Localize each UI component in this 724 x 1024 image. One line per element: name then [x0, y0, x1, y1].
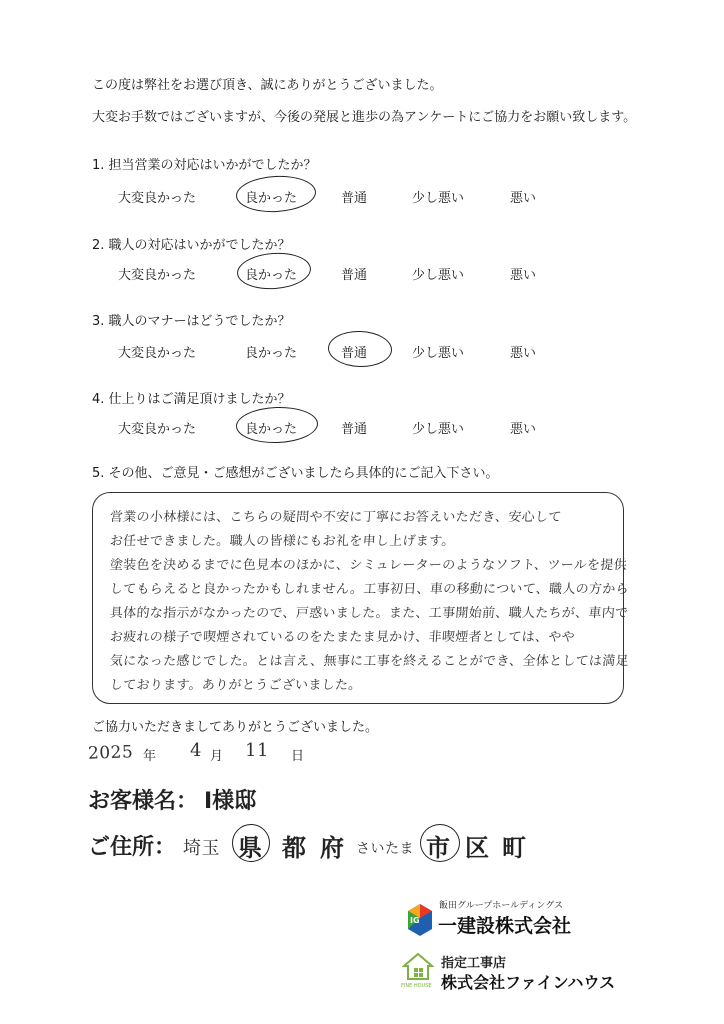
q1-option-good: 良かった — [245, 191, 298, 206]
ig-logo-text: IG — [410, 916, 420, 925]
q3-option-good: 良かった — [245, 346, 298, 361]
q1-option-slightly-bad: 少し悪い — [412, 191, 465, 206]
address-city: さいたま — [356, 841, 414, 857]
question-2: 2. 職人の対応はいかがでしたか？ — [92, 238, 291, 253]
q3-option-normal: 普通 — [341, 346, 368, 361]
q2-option-good: 良かった — [245, 268, 298, 283]
ken-selected-circle — [232, 824, 270, 862]
fine-house-logo-text: FINE HOUSE — [401, 983, 432, 989]
address-ku: 区 — [465, 834, 489, 862]
dealer-name: 株式会社ファインハウス — [441, 973, 616, 992]
q1-option-very-good: 大変良かった — [118, 191, 197, 206]
question-5: 5. その他、ご意見・ご感想がございましたら具体的にご記入下さい。 — [92, 466, 499, 481]
q2-option-slightly-bad: 少し悪い — [412, 268, 465, 283]
address-ken: 県 — [238, 834, 262, 862]
customer-label: お客様名： — [88, 789, 199, 814]
comment-line-6: お疲れの様子で喫煙されているのをたまたま見かけ、非喫煙者としては、やや — [109, 630, 576, 645]
comment-line-1: 営業の小林様には、こちらの疑問や不安に丁寧にお答えいただき、安心して — [109, 510, 563, 525]
q4-selected-circle — [235, 406, 318, 445]
q1-selected-circle — [235, 174, 317, 214]
question-4: 4. 仕上りはご満足頂けましたか？ — [92, 392, 291, 407]
date-day-unit: 日 — [291, 749, 305, 764]
q4-option-slightly-bad: 少し悪い — [412, 422, 465, 437]
comment-line-4: してもらえると良かったかもしれません。工事初日、車の移動について、職人の方から — [109, 582, 630, 597]
date-year: 2025 — [87, 742, 134, 764]
date-day: 11 — [245, 740, 269, 761]
house-icon — [402, 952, 434, 982]
designated-label: 指定工事店 — [441, 956, 507, 971]
address-machi: 町 — [502, 834, 526, 862]
thanks-message: ご協力いただきましてありがとうございました。 — [92, 720, 379, 735]
fine-house-logo — [402, 952, 434, 986]
group-name: 飯田グループホールディングス — [439, 901, 564, 911]
q2-selected-circle — [236, 250, 312, 291]
q1-option-bad: 悪い — [510, 191, 537, 206]
q4-option-normal: 普通 — [341, 422, 368, 437]
q3-selected-circle — [327, 330, 392, 368]
q1-option-normal: 普通 — [341, 191, 368, 206]
customer-name: I様邸 — [204, 789, 257, 814]
address-fu: 府 — [320, 834, 344, 862]
q2-option-very-good: 大変良かった — [118, 268, 197, 283]
address-shi: 市 — [426, 834, 450, 862]
q2-option-bad: 悪い — [510, 268, 537, 283]
q3-option-slightly-bad: 少し悪い — [412, 346, 465, 361]
comment-line-8: しております。ありがとうございました。 — [109, 678, 363, 693]
comment-line-3: 塗装色を決めるまでに色見本のほかに、シミュレーターのようなソフト、ツールを提供 — [109, 558, 628, 573]
address-label: ご住所： — [88, 835, 177, 860]
question-3: 3. 職人のマナーはどうでしたか？ — [92, 314, 291, 329]
q4-option-bad: 悪い — [510, 422, 537, 437]
address-prefecture: 埼玉 — [183, 838, 220, 859]
comment-line-7: 気になった感じでした。とは言え、無事に工事を終えることができ、全体としては満足 — [109, 654, 630, 669]
q3-option-bad: 悪い — [510, 346, 537, 361]
comment-line-2: お任せできました。職人の皆様にもお礼を申し上げます。 — [109, 534, 456, 549]
q4-option-good: 良かった — [245, 422, 298, 437]
q4-option-very-good: 大変良かった — [118, 422, 197, 437]
intro-line-2: 大変お手数ではございますが、今後の発展と進歩の為アンケートにご協力をお願い致します。 — [92, 110, 637, 125]
address-to: 都 — [282, 834, 306, 862]
shi-selected-circle — [420, 824, 460, 862]
comment-line-5: 具体的な指示がなかったので、戸惑いました。また、工事開始前、職人たちが、車内で — [109, 606, 629, 621]
date-year-unit: 年 — [143, 749, 157, 764]
date-month-unit: 月 — [210, 749, 224, 764]
q3-option-very-good: 大変良かった — [118, 346, 197, 361]
question-1: 1. 担当営業の対応はいかがでしたか？ — [92, 158, 317, 173]
intro-line-1: この度は弊社をお選び頂き、誠にありがとうございました。 — [92, 78, 443, 93]
date-month: 4 — [190, 740, 202, 761]
q2-option-normal: 普通 — [341, 268, 368, 283]
company-name: 一建設株式会社 — [438, 915, 572, 937]
